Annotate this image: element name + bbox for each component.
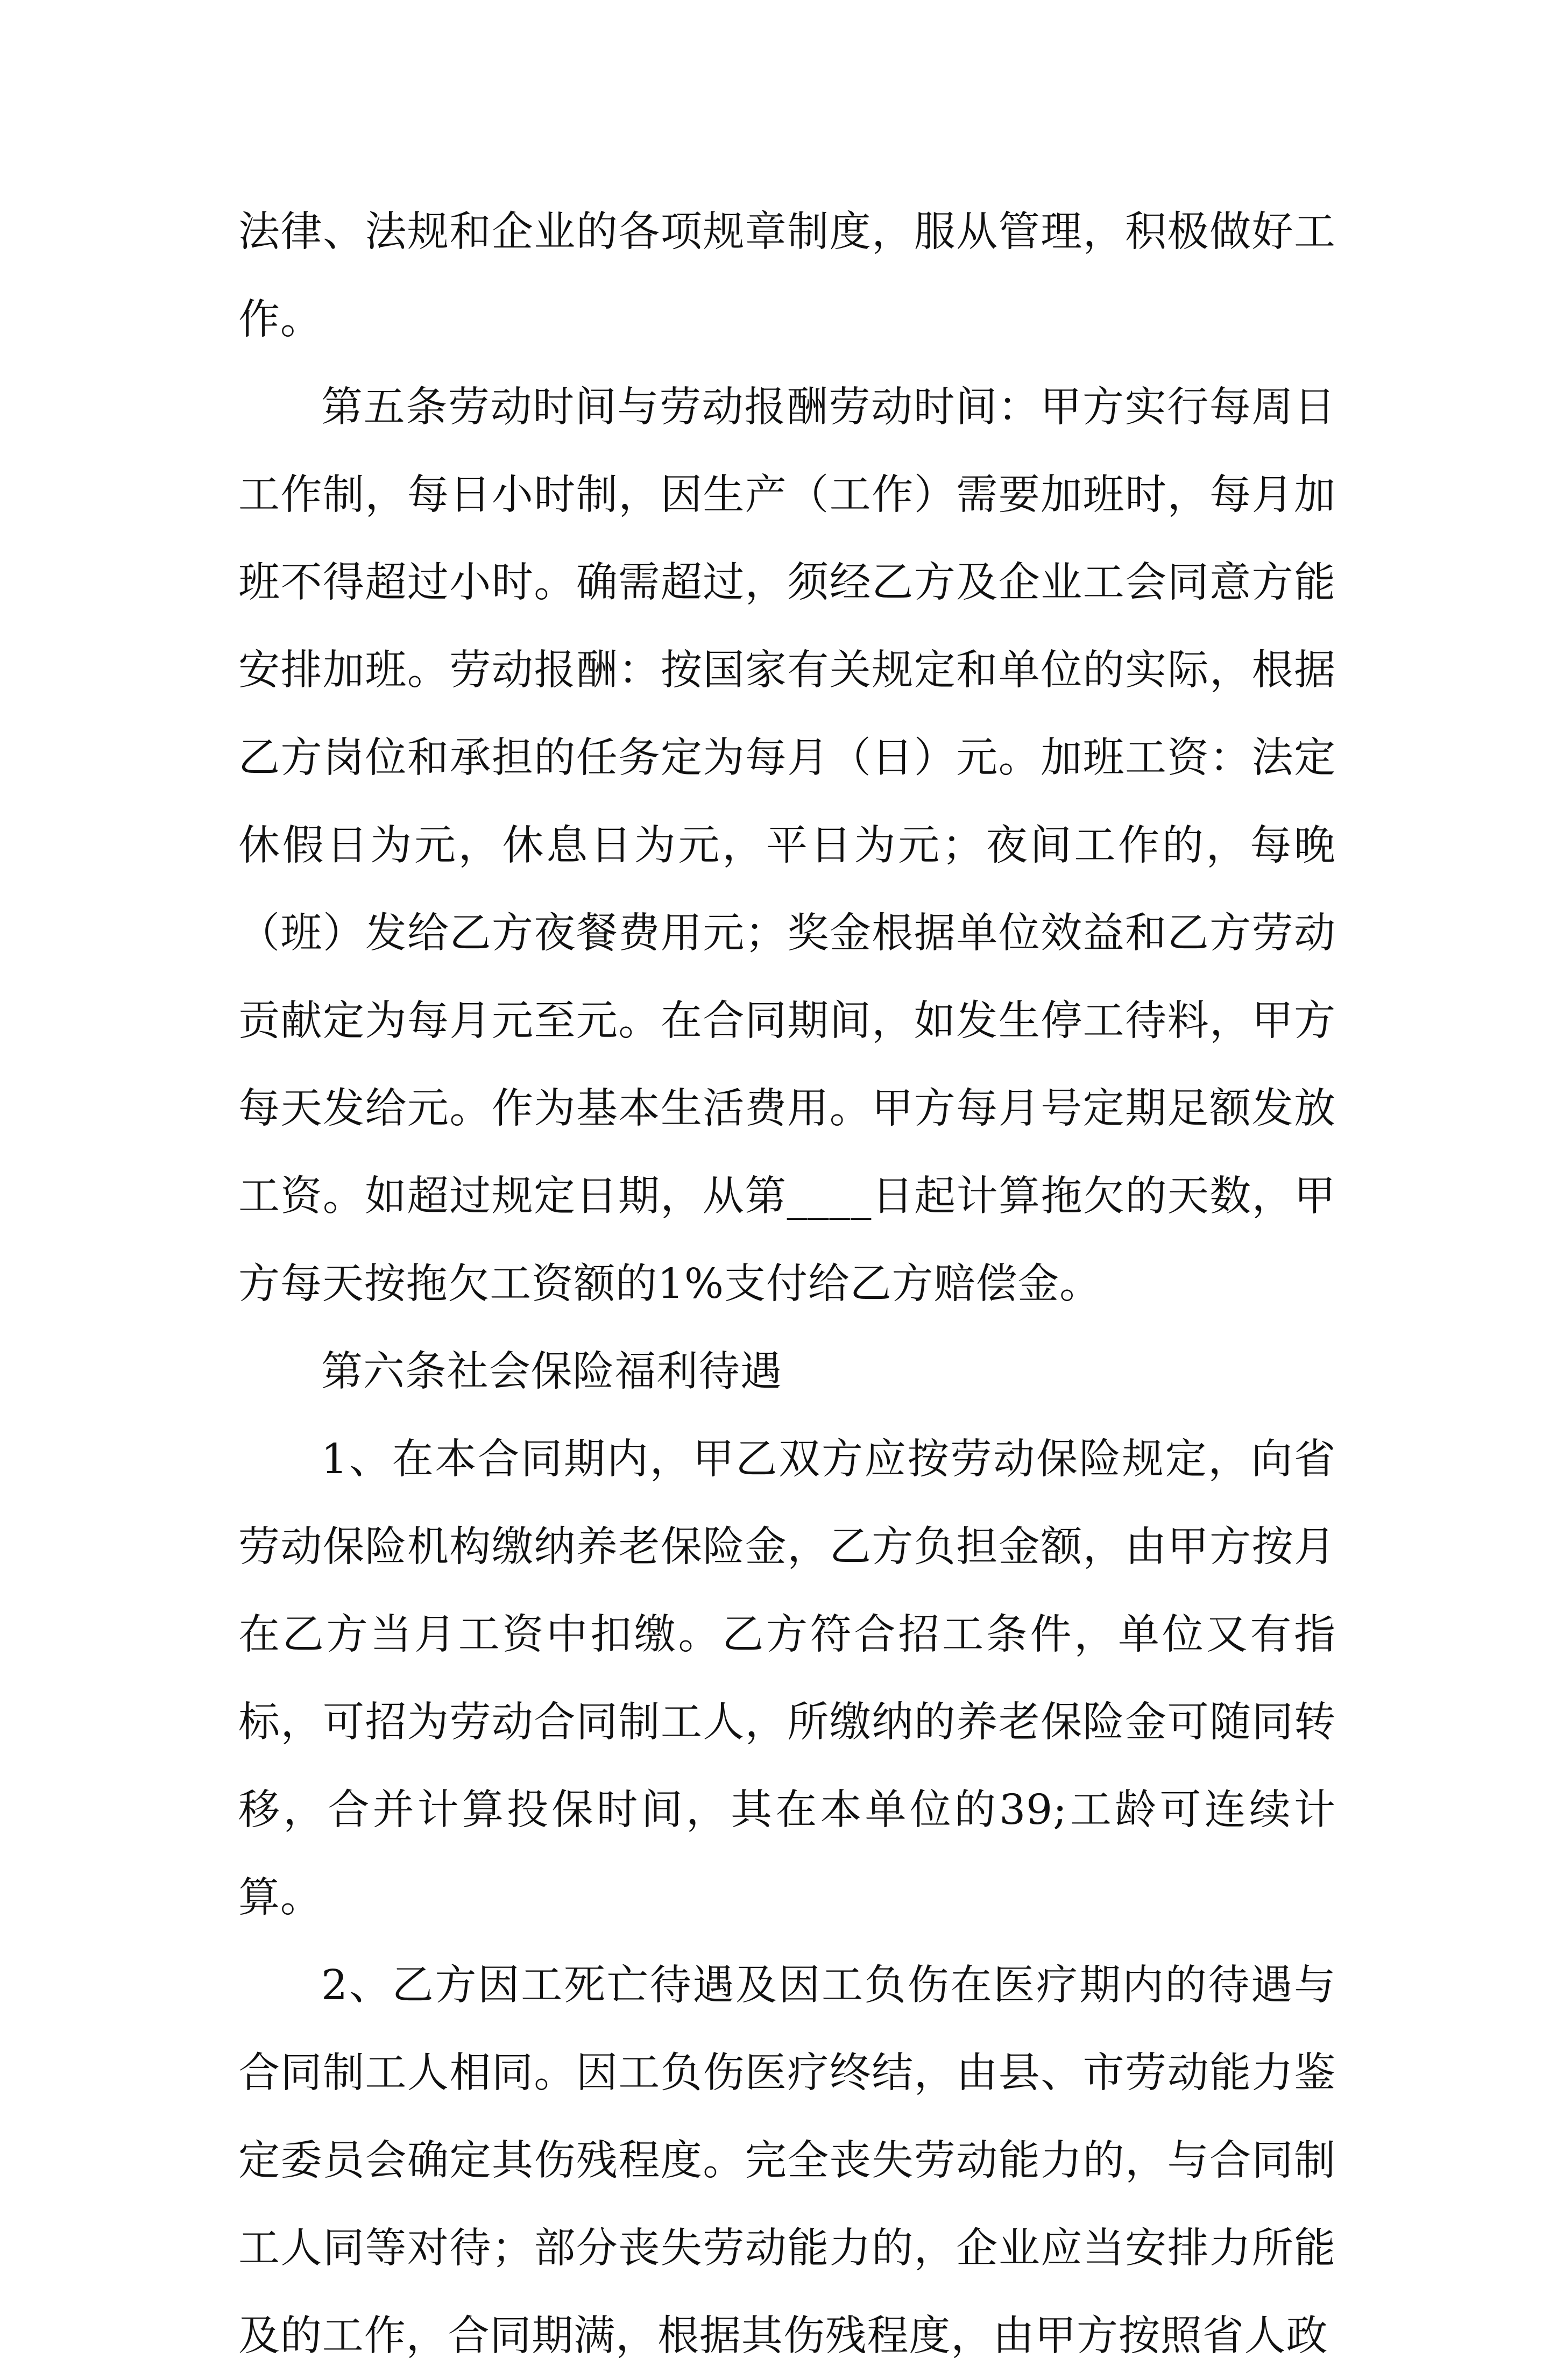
paragraph-clause-2: 2、乙方因工死亡待遇及因工负伤在医疗期内的待遇与合同制工人相同。因工负伤医疗终结，由县、市劳动能力鉴定委员会确定其伤残程度。完全丧失劳动能力的，与合同制工人同等对待；部分丧失劳动能力的，企业应当安排力所能及的工作，合同期满，根据其伤残程度，由甲方按照省人政 [238, 1962, 1336, 2360]
paragraph-article-6-heading: 第六条社会保险福利待遇 [321, 1348, 782, 1396]
paragraph-continuation: 法律、法规和企业的各项规章制度，服从管理，积极做好工作。 [238, 208, 1336, 344]
paragraph-article-5: 第五条劳动时间与劳动报酬劳动时间：甲方实行每周日工作制，每日小时制，因生产（工作）需要加班时，每月加班不得超过小时。确需超过，须经乙方及企业工会同意方能安排加班。劳动报酬：按国家有关规定和单位的实际，根据乙方岗位和承担的任务定为每月（日）元。加班工资：法定休假日为元，休息日为元，平日为元；夜间工作的，每晚（班）发给乙方夜餐费用元；奖金根据单位效益和乙方劳动贡献定为每月元至元。在合同期间，如发生停工待料，甲方每天发给元。作为基本生活费用。甲方每月号定期足额发放工资。如超过规定日期，从第____日起计算拖欠的天数，甲方每天按拖欠工资额的1%支付给乙方赔偿金。 [238, 383, 1336, 1308]
paragraph-clause-1: 1、在本合同期内，甲乙双方应按劳动保险规定，向省劳动保险机构缴纳养老保险金，乙方负担金额，由甲方按月在乙方当月工资中扣缴。乙方符合招工条件，单位又有指标，可招为劳动合同制工人，所缴纳的养老保险金可随同转移，合并计算投保时间，其在本单位的39;工龄可连续计算。 [238, 1436, 1336, 1922]
document-body [238, 188, 1336, 2380]
